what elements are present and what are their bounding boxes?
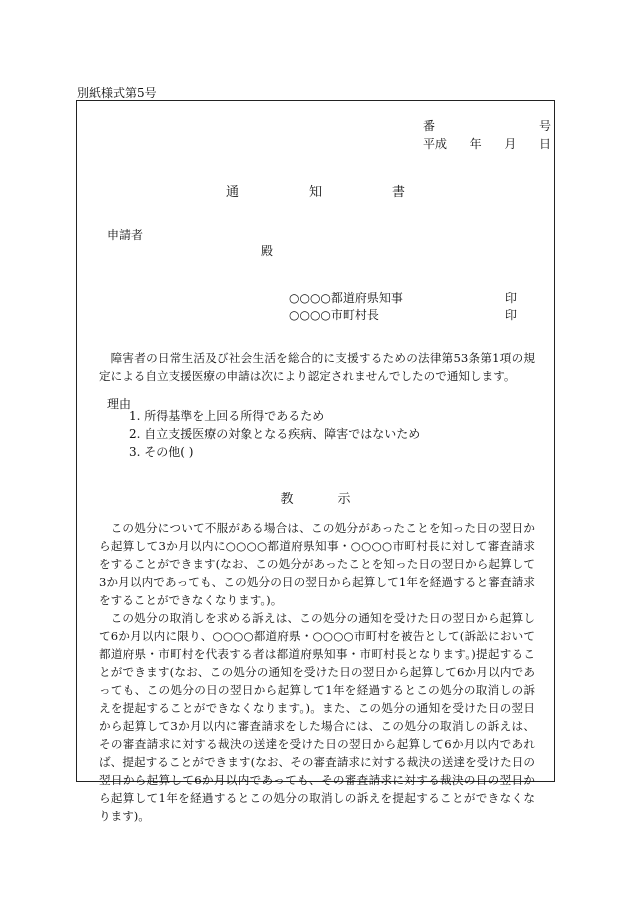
document-number <box>423 117 551 135</box>
applicant-label: 申請者 <box>107 228 144 242</box>
reason-label: 理由 <box>107 397 132 411</box>
notice-frame <box>76 100 555 823</box>
title-char: 通 <box>225 185 239 200</box>
instruction-paragraph: この処分について不服がある場合は、この処分があったことを知った日の翌日から起算して3か月以内に○○○○都道府県知事・○○○○市町村長に対して審査請求をすることができます(なお、この処分があったことを知った日の翌日から起算して3か月以内であっても、この処分の日の翌日から起算して1年を経過すると審査請求をすることができなくなります。)。 <box>99 521 535 607</box>
date-era: 平成 <box>423 137 448 151</box>
notice-text <box>99 349 535 385</box>
issuer-name: ○○○○市町村長 <box>289 308 379 322</box>
instruction-title <box>77 488 554 507</box>
honorific: 殿 <box>261 244 274 258</box>
issuer-name: ○○○○都道府県知事 <box>289 291 403 305</box>
reason-item: 1. 所得基準を上回る所得であるため <box>129 409 325 423</box>
seal-mark: 印 <box>504 308 517 322</box>
number-suffix: 号 <box>538 119 551 133</box>
date-month: 月 <box>504 137 517 151</box>
reason-item: 2. 自立支援医療の対象となる疾病、障害ではないため <box>129 427 421 441</box>
issuer-municipality <box>289 306 517 324</box>
date-year: 年 <box>469 137 482 151</box>
number-prefix: 番 <box>423 119 436 133</box>
issuer-prefecture <box>289 289 517 307</box>
title-char: 教 <box>280 492 294 507</box>
title-char: 知 <box>308 185 322 200</box>
notice-paragraph: 障害者の日常生活及び社会生活を総合的に支援するための法律第53条第1項の規定による自立支援医療の申請は次により認定されませんでしたので通知します。 <box>99 351 535 383</box>
reason-item: 3. その他( ) <box>129 445 194 459</box>
date-day: 日 <box>538 137 551 151</box>
instruction-paragraph: この処分の取消しを求める訴えは、この処分の通知を受けた日の翌日から起算して6か月以内に限り、○○○○都道府県・○○○○市町村を被告として(訴訟において都道府県・市町村を代表する者は都道府県知事・市町村長となります。)提起することができます(なお、この処分の通知を受けた日の翌日から起算して6か月以内であっても、この処分の日の翌日から起算して1年を経過するとこの処分の取消しの訴えを提起することができなくなります。)。また、この処分の通知を受けた日の翌日から起算して3か月以内に審査請求をした場合には、この処分の取消しの訴えは、その審査請求に対する裁決の送達を受けた日の翌日から起算して6か月以内であれば、提起することができます(なお、その審査請求に対する裁決の送達を受けた日の翌日から起算して6か月以内であっても、その審査請求に対する裁決の日の翌日から起算して1年を経過するとこの処分の取消しの訴えを提起することができなくなります)。 <box>99 611 535 823</box>
instruction-text <box>99 519 535 825</box>
title-char: 示 <box>337 492 351 507</box>
reason-list <box>129 407 420 461</box>
document-date <box>423 135 551 153</box>
document-title <box>77 181 554 200</box>
seal-mark: 印 <box>504 291 517 305</box>
title-char: 書 <box>392 185 406 200</box>
form-number-label: 別紙様式第5号 <box>77 86 157 100</box>
